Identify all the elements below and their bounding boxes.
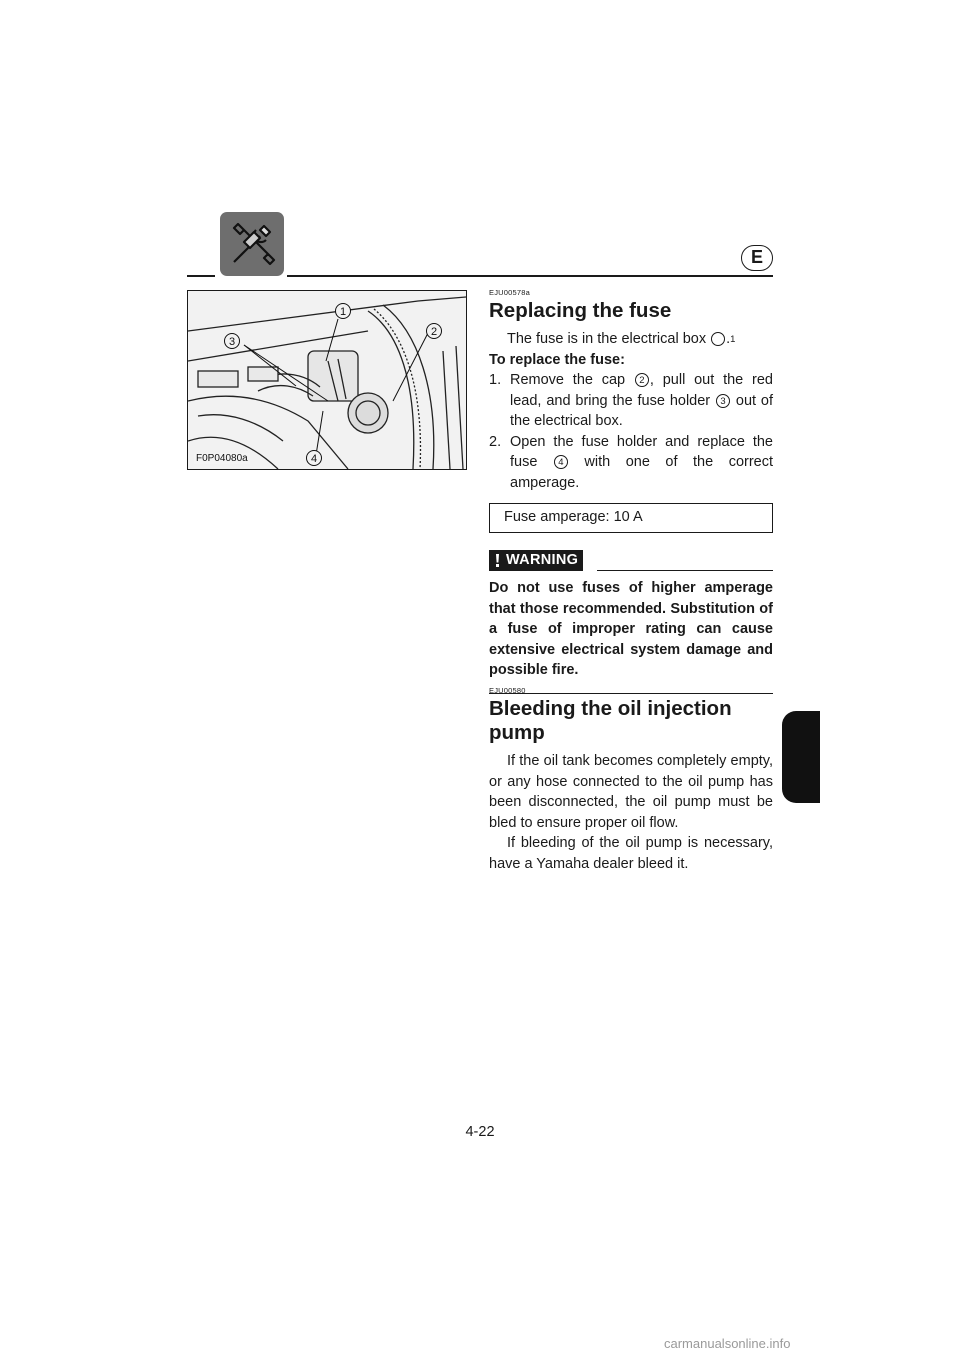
maintenance-tools-icon <box>220 212 284 276</box>
section-code: EJU00580 <box>489 686 526 695</box>
page-number: 4-22 <box>465 1124 495 1140</box>
callout-1: 1 <box>339 306 347 318</box>
warning-exclamation-icon <box>492 554 503 567</box>
ref-number: 2 <box>635 373 649 387</box>
procedure-steps <box>489 370 773 493</box>
fuse-location-figure <box>187 290 467 470</box>
warning-rule <box>597 570 773 571</box>
callout-4: 4 <box>310 453 318 465</box>
body-paragraph: If the oil tank becomes completely empty, or any hose connected to the oil pump has been disconnected, the oil pump must be bled to ensure proper oil flow. <box>489 753 773 831</box>
body-paragraph: If bleeding of the oil pump is necessary, have a Yamaha dealer bleed it. <box>489 835 773 872</box>
ref-number: 1 <box>711 332 725 346</box>
engine-illustration <box>188 291 466 469</box>
spec-box: Fuse amperage: 10 A <box>489 503 773 533</box>
watermark: carmanualsonline.info <box>664 1336 791 1351</box>
figure-code: F0P04080a <box>196 453 248 464</box>
oil-section <box>489 686 773 874</box>
section-code: EJU00578a <box>489 288 530 297</box>
procedure-lead: To replace the fuse: <box>489 351 625 368</box>
section-title: Bleeding the oil injection pump <box>489 697 732 744</box>
language-badge: E <box>741 245 773 271</box>
warning-header <box>489 547 773 571</box>
callout-2: 2 <box>430 326 438 338</box>
header-rule-right <box>287 275 773 277</box>
intro-paragraph: The fuse is in the electrical box 1. <box>507 331 736 347</box>
section-title: Replacing the fuse <box>489 299 672 322</box>
callout-3: 3 <box>228 336 236 348</box>
step-item: 2. Open the fuse holder and replace the fuse 4 with one of the correct amperage. <box>489 433 774 491</box>
ref-number: 3 <box>716 394 730 408</box>
ref-number: 4 <box>554 455 568 469</box>
header-rule-left <box>187 275 215 277</box>
fuse-section <box>489 288 773 694</box>
chapter-side-tab <box>782 711 820 803</box>
step-item: 1. Remove the cap 2 , pull out the red lead, and bring the fuse holder 3 out of the electrical box. <box>489 372 773 429</box>
warning-text: Do not use fuses of higher amperage that those recommended. Substitution of a fuse of improper rating can cause extensive electrical system damage and possible fire. <box>489 580 773 678</box>
warning-label: WARNING <box>489 550 583 571</box>
